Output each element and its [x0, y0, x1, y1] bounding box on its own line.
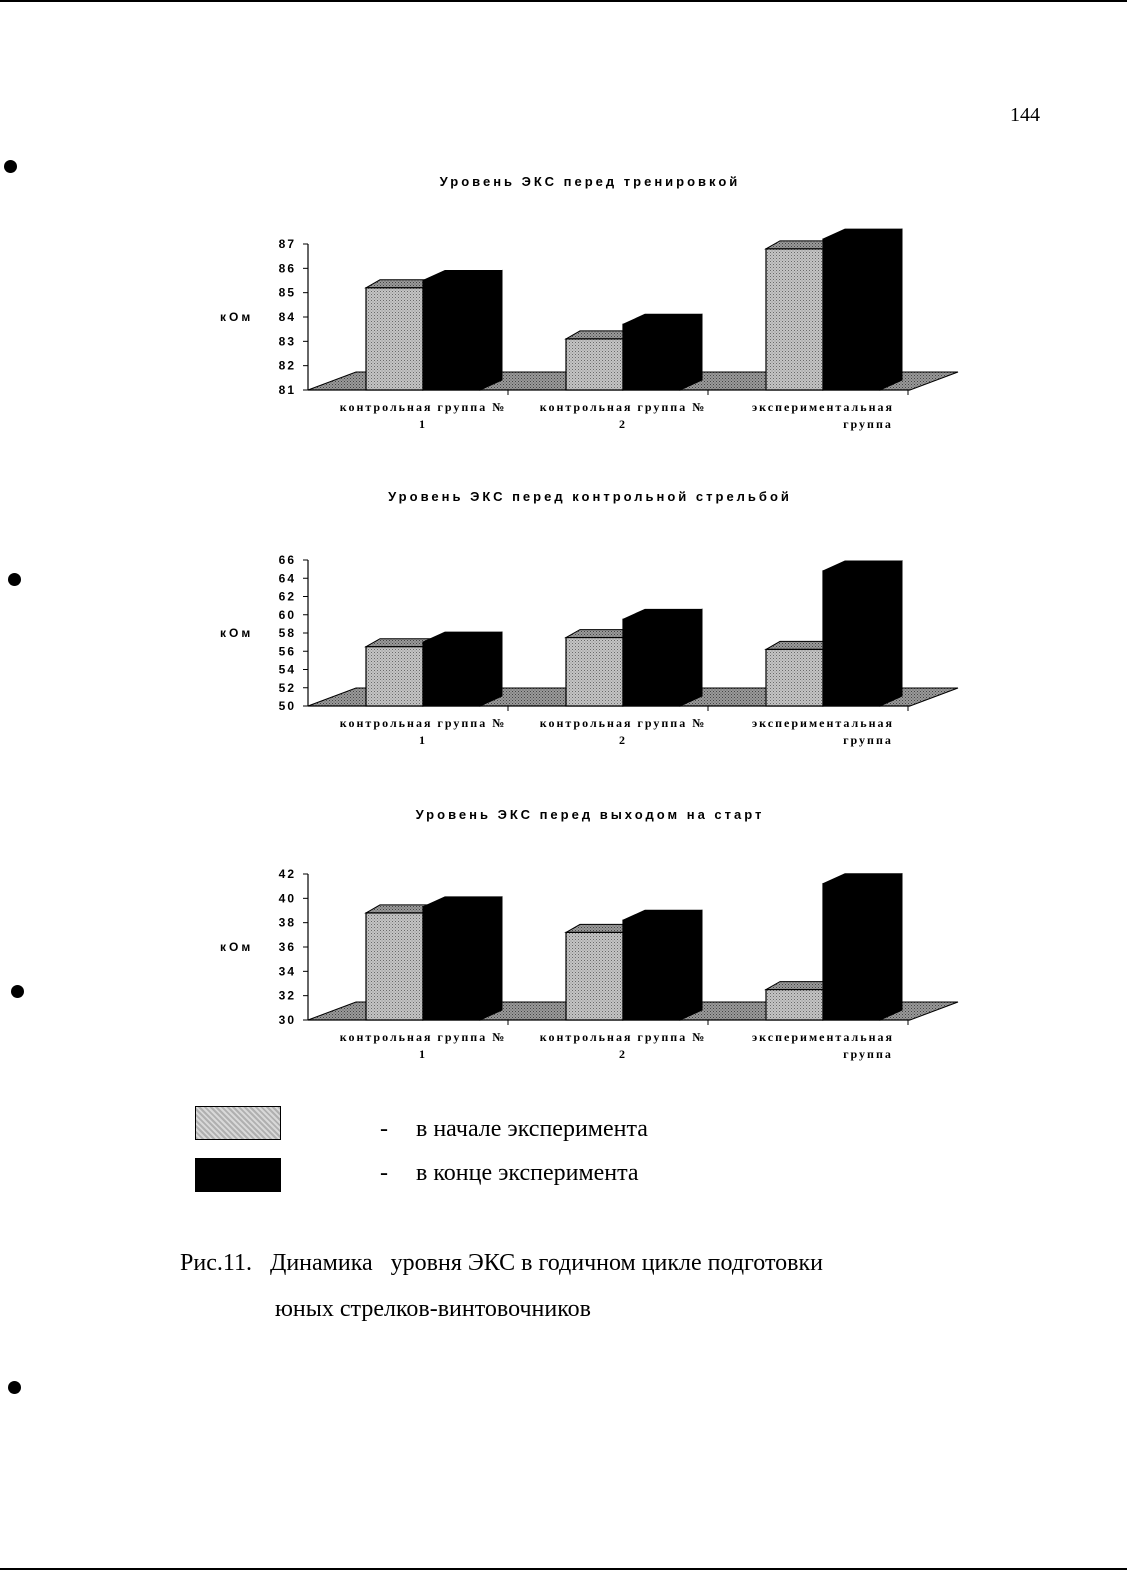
x-category-label-line2: 2: [619, 417, 627, 431]
punch-hole-icon: [11, 985, 24, 998]
y-tick-label: 83: [278, 334, 296, 349]
y-axis-label: кОм: [220, 626, 254, 640]
y-tick-label: 54: [278, 662, 296, 677]
bar-end-experiment: [623, 324, 680, 390]
x-category-label-line2: группа: [843, 1047, 893, 1061]
y-tick-label: 38: [278, 915, 296, 930]
y-tick-label: 50: [278, 699, 296, 713]
bar-start-experiment: [566, 339, 623, 390]
y-tick-label: 32: [278, 988, 296, 1003]
bar-end-experiment: [423, 642, 480, 706]
figure-caption-line-1: Рис.11. Динамика уровня ЭКС в годичном цикле подготовки: [180, 1250, 823, 1276]
x-category-label-line1: контрольная группа №: [339, 1030, 507, 1044]
y-tick-label: 52: [278, 680, 296, 695]
bar-side: [680, 314, 702, 390]
y-tick-label: 66: [278, 553, 296, 567]
bar-start-experiment: [366, 647, 423, 706]
chart-before-start: [200, 852, 970, 1072]
legend-swatch-start: [195, 1106, 281, 1140]
y-tick-label: 42: [278, 867, 296, 881]
y-axis-label: кОм: [220, 940, 254, 954]
x-category-label-line2: 2: [619, 1047, 627, 1061]
bar-side: [480, 271, 502, 391]
chart-title: Уровень ЭКС перед выходом на старт: [415, 807, 765, 822]
legend-dash: -: [380, 1160, 388, 1186]
page-number: 144: [1010, 104, 1040, 126]
bar-side: [480, 632, 502, 706]
x-category-label-line1: экспериментальная: [752, 1030, 894, 1044]
legend-item-end: [380, 1160, 639, 1187]
x-category-label-line1: экспериментальная: [752, 400, 894, 414]
y-tick-label: 56: [278, 644, 296, 659]
y-tick-label: 86: [278, 261, 296, 276]
y-tick-label: 58: [278, 626, 296, 640]
x-category-label-line1: контрольная группа №: [539, 400, 707, 414]
legend-label: в конце эксперимента: [416, 1160, 639, 1186]
bar-end-experiment: [423, 281, 480, 391]
bar-end-experiment: [623, 619, 680, 706]
bar-end-experiment: [423, 907, 480, 1020]
bar-side: [880, 561, 902, 706]
y-tick-label: 34: [278, 964, 296, 979]
chart-pretraining: [200, 222, 970, 442]
x-category-label-line1: контрольная группа №: [339, 400, 507, 414]
y-axis-label: кОм: [220, 310, 254, 324]
legend-swatch-end: [195, 1158, 281, 1192]
bar-start-experiment: [766, 649, 823, 706]
bar-end-experiment: [823, 239, 880, 390]
y-tick-label: 62: [278, 589, 296, 604]
bar-side: [880, 229, 902, 390]
chart-title: Уровень ЭКС перед контрольной стрельбой: [388, 489, 792, 504]
chart-control-shooting: [200, 538, 970, 758]
x-category-label-line2: группа: [843, 733, 893, 747]
bar-start-experiment: [366, 288, 423, 390]
x-category-label-line1: контрольная группа №: [539, 1030, 707, 1044]
x-category-label-line2: 1: [419, 417, 427, 431]
y-tick-label: 36: [278, 940, 296, 954]
bar-side: [680, 910, 702, 1020]
punch-hole-icon: [4, 160, 17, 173]
bar-start-experiment: [566, 638, 623, 706]
y-tick-label: 87: [278, 237, 296, 251]
bar-end-experiment: [823, 884, 880, 1020]
bar-side: [880, 874, 902, 1020]
x-category-label-line2: группа: [843, 417, 893, 431]
x-category-label-line2: 2: [619, 733, 627, 747]
bar-end-experiment: [623, 920, 680, 1020]
y-tick-label: 85: [278, 285, 296, 300]
y-tick-label: 40: [278, 891, 296, 906]
bar-start-experiment: [766, 249, 823, 390]
legend-label: в начале эксперимента: [416, 1116, 648, 1142]
chart-title: Уровень ЭКС перед тренировкой: [439, 174, 741, 189]
legend-dash: -: [380, 1116, 388, 1142]
punch-hole-icon: [8, 1381, 21, 1394]
y-tick-label: 82: [278, 358, 296, 373]
bottom-rule: [0, 1568, 1127, 1570]
bar-start-experiment: [366, 913, 423, 1020]
x-category-label-line1: экспериментальная: [752, 716, 894, 730]
punch-hole-icon: [8, 573, 21, 586]
y-tick-label: 81: [278, 383, 296, 397]
x-category-label-line2: 1: [419, 733, 427, 747]
legend-item-start: [380, 1116, 648, 1143]
bar-side: [680, 609, 702, 706]
y-tick-label: 30: [278, 1013, 296, 1027]
bar-start-experiment: [766, 990, 823, 1020]
top-rule: [0, 0, 1127, 2]
bar-start-experiment: [566, 932, 623, 1020]
bar-end-experiment: [823, 571, 880, 706]
y-tick-label: 84: [278, 310, 296, 324]
x-category-label-line1: контрольная группа №: [539, 716, 707, 730]
figure-caption-line-2: юных стрелков-винтовочников: [275, 1296, 591, 1322]
x-category-label-line1: контрольная группа №: [339, 716, 507, 730]
x-category-label-line2: 1: [419, 1047, 427, 1061]
bar-side: [480, 897, 502, 1020]
y-tick-label: 64: [278, 571, 296, 586]
y-tick-label: 60: [278, 607, 296, 622]
